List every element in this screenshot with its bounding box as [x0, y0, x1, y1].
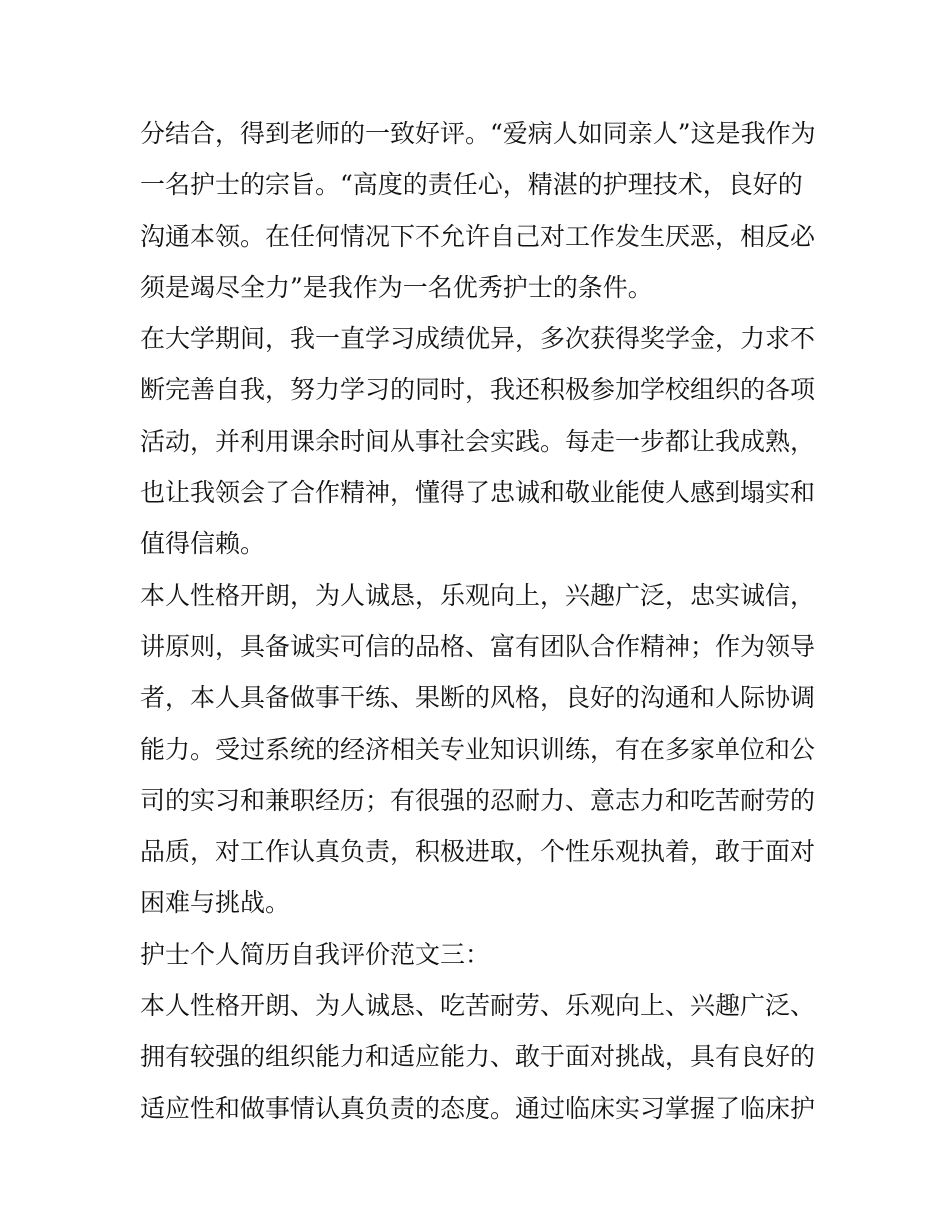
text-line: 本人性格开朗、为人诚恳、吃苦耐劳、乐观向上、兴趣广泛、: [140, 991, 816, 1021]
text-line: 司的实习和兼职经历；有很强的忍耐力、意志力和吃苦耐劳的: [140, 785, 816, 815]
text-line: 适应性和做事情认真负责的态度。通过临床实习掌握了临床护: [140, 1093, 816, 1123]
text-line: 沟通本领。在任何情况下不允许自己对工作发生厌恶，相反必: [140, 221, 816, 251]
text-line: 讲原则，具备诚实可信的品格、富有团队合作精神；作为领导: [140, 631, 816, 661]
text-line: 分结合，得到老师的一致好评。“爱病人如同亲人”这是我作为: [140, 119, 816, 148]
text-line: 能力。受过系统的经济相关专业知识训练，有在多家单位和公: [140, 734, 816, 764]
text-line: 者，本人具备做事干练、果断的风格，良好的沟通和人际协调: [140, 683, 816, 713]
text-line: 断完善自我，努力学习的同时，我还积极参加学校组织的各项: [140, 375, 816, 405]
text-line: 值得信赖。: [140, 529, 266, 559]
text-line: 品质，对工作认真负责，积极进取，个性乐观执着，敢于面对: [140, 837, 816, 867]
text-line: 本人性格开朗，为人诚恳，乐观向上，兴趣广泛，忠实诚信，: [140, 580, 816, 610]
text-line: 须是竭尽全力”是我作为一名优秀护士的条件。: [140, 272, 653, 302]
text-line: 困难与挑战。: [140, 888, 291, 918]
body-text: [140, 108, 820, 1134]
text-line: 在大学期间，我一直学习成绩优异，多次获得奖学金，力求不: [140, 324, 816, 354]
text-line: 一名护士的宗旨。“高度的责任心，精湛的护理技术，良好的: [140, 170, 803, 200]
section-heading: 护士个人简历自我评价范文三：: [140, 939, 491, 969]
text-line: 活动，并利用课余时间从事社会实践。每走一步都让我成熟，: [140, 426, 816, 456]
text-line: 也让我领会了合作精神，懂得了忠诚和敬业能使人感到塌实和: [140, 478, 816, 508]
text-line: 拥有较强的组织能力和适应能力、敢于面对挑战，具有良好的: [140, 1042, 816, 1072]
